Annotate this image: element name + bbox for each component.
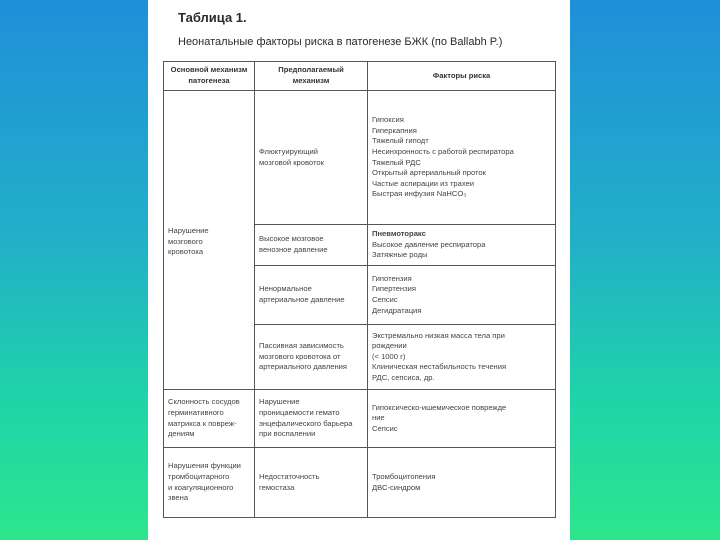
cell-text-line: Открытый артериальный проток (372, 168, 486, 178)
cell-text-line: Быстрая инфузия NaHCO₃ (372, 189, 467, 199)
cell-text-line: гемостаза (259, 482, 295, 492)
mechanism-cell (255, 448, 368, 518)
cell-text-line: Сепсис (372, 423, 398, 433)
cell-text-line: при воспалении (259, 429, 316, 439)
cell-text-line: звена (168, 493, 189, 503)
cell-text-line: герминативного (168, 407, 224, 417)
mechanism-cell (255, 91, 368, 225)
table-row (164, 390, 556, 448)
cell-text-line: Клиническая нестабильность течения (372, 362, 507, 372)
cell-text-line: Дегидратация (372, 305, 422, 315)
cell-text-line: патогенеза (188, 76, 230, 85)
cell-text-line: энцефалического барьера (259, 418, 353, 428)
header-row (164, 62, 556, 91)
cell-text-line: Тяжелый гиподт (372, 136, 429, 146)
cell-text-line: венозное давление (259, 245, 328, 254)
factors-cell (368, 225, 556, 266)
cell-text-line: мозгового (168, 236, 203, 246)
cell-text-line: Гиперкапния (372, 125, 417, 135)
cell-text-line: Гипертензия (372, 284, 416, 294)
cell-text-line: (< 1000 г) (372, 351, 406, 361)
header-assumed-mechanism (255, 62, 368, 91)
table-title: Таблица 1. (178, 10, 247, 25)
factors-cell (368, 266, 556, 325)
cell-text-line: мозгового кровотока от (259, 351, 341, 361)
cell-text-line: Пневмоторакс (372, 229, 426, 239)
header-risk-factors: Факторы риска (368, 62, 556, 91)
cell-text-line: Основной механизм (170, 65, 248, 75)
cell-text-line: и коагуляционного (168, 482, 234, 492)
cell-text-line: Частые аспирации из трахеи (372, 178, 475, 188)
cell-text-line: артериального давления (259, 362, 348, 372)
table-row (164, 91, 556, 225)
cell-text-line: Склонность сосудов (168, 397, 240, 407)
cell-text-line: механизм (292, 76, 330, 85)
header-basic-mechanism (164, 62, 255, 91)
mechanism-cell (255, 325, 368, 390)
cell-text-line: кровотока (168, 247, 204, 257)
cell-text-line: Тяжелый РДС (372, 157, 421, 167)
cell-text-line: Экстремально низкая масса тела при (372, 330, 505, 340)
cell-text-line: Нарушение (259, 397, 300, 407)
basic-mechanism-cell (164, 390, 255, 448)
risk-factors-table (163, 61, 556, 518)
factors-cell (368, 91, 556, 225)
table-row (164, 448, 556, 518)
cell-text-line: мозговой кровоток (259, 157, 324, 167)
cell-text-line: Пассивная зависимость (259, 341, 344, 351)
factors-cell (368, 448, 556, 518)
cell-text-line: дениям (168, 429, 195, 439)
cell-text-line: Высокое давление респиратора (372, 239, 486, 249)
cell-text-line: Высокое мозговое (259, 234, 324, 244)
cell-text-line: Гипотензия (372, 273, 412, 283)
factors-cell (368, 390, 556, 448)
cell-text-line: Затяжные роды (372, 250, 428, 260)
cell-text-line: Тромбоцитопения (372, 471, 436, 481)
cell-text-line: рождении (372, 341, 407, 351)
slide (148, 0, 570, 540)
cell-text-line: Гипоксическо-ишемическое поврежде (372, 402, 507, 412)
cell-text-line: Сепсис (372, 295, 398, 304)
cell-text-line: Недостаточность (259, 471, 320, 481)
cell-text-line: Нарушение (168, 226, 209, 235)
cell-text-line: Флюктуирующий (259, 146, 319, 156)
table-subtitle: Неонатальные факторы риска в патогенезе БЖК (по Ballabh P.) (178, 36, 503, 48)
cell-text-line: Нарушения функции (168, 461, 241, 471)
mechanism-cell (255, 225, 368, 266)
mechanism-cell (255, 390, 368, 448)
factors-cell (368, 325, 556, 390)
cell-text-line: Несинхронность с работой респиратора (372, 146, 514, 156)
cell-text-line: Ненормальное (259, 284, 312, 294)
cell-text-line: Предполагаемый (278, 65, 344, 75)
cell-text-line: матрикса к повреж- (168, 418, 237, 428)
mechanism-cell (255, 266, 368, 325)
cell-text-line: Гипоксия (372, 115, 404, 125)
basic-mechanism-cell (164, 448, 255, 518)
cell-text-line: тромбоцитарного (168, 471, 230, 481)
cell-text-line: ние (372, 413, 385, 423)
cell-text-line: проницаемости гемато (259, 407, 340, 417)
basic-mechanism-cell (164, 91, 255, 390)
cell-text-line: артериальное давление (259, 295, 345, 304)
cell-text-line: ДВС-синдром (372, 482, 421, 492)
cell-text-line: РДС, сепсиса, др. (372, 372, 435, 382)
